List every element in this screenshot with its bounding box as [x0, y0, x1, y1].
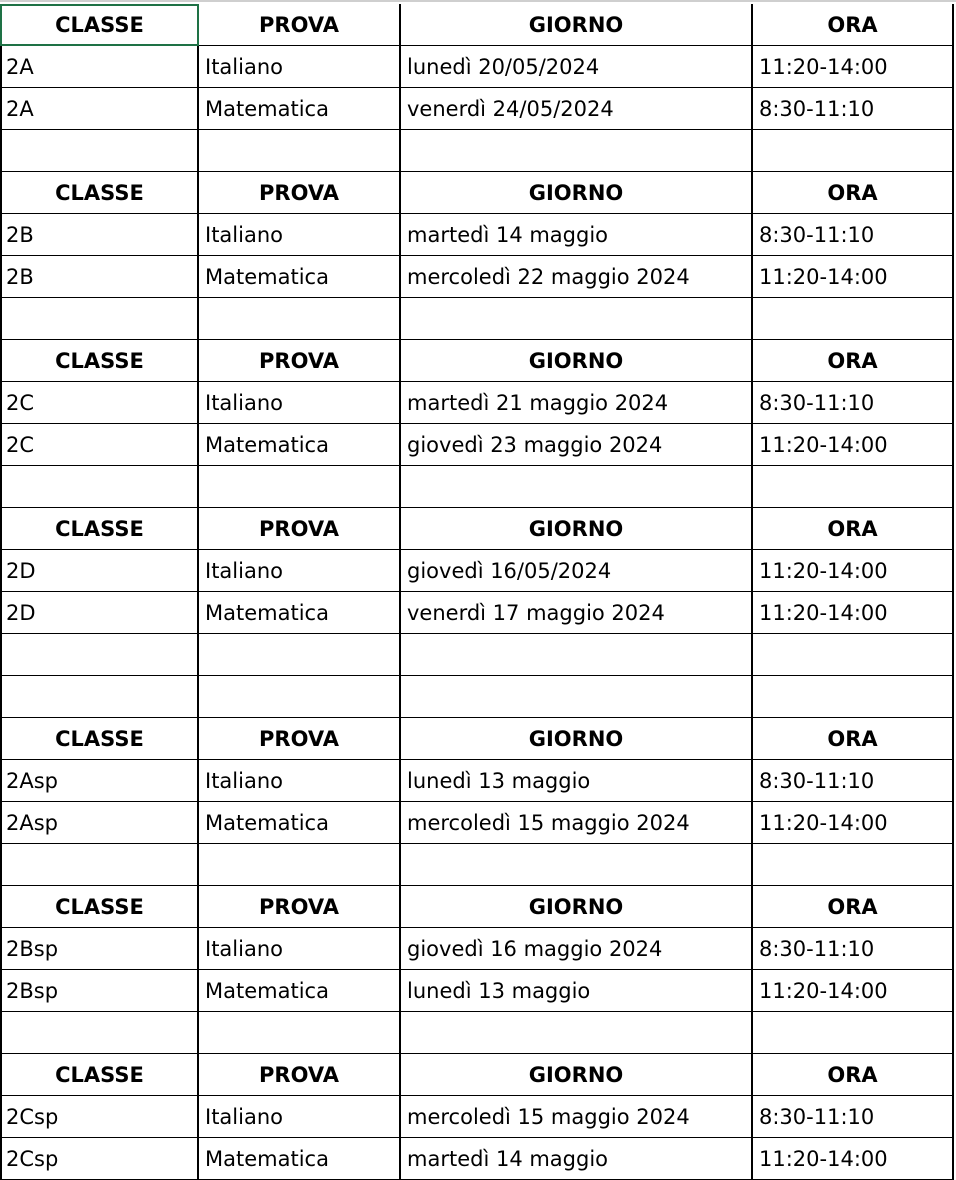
cell-classe[interactable]: 2D [0, 592, 199, 634]
table-row [0, 1096, 956, 1138]
empty-row [0, 130, 956, 172]
cell-giorno[interactable]: martedì 21 maggio 2024 [401, 382, 753, 424]
header-cell-prova[interactable]: PROVA [199, 1054, 401, 1096]
table-row [0, 1138, 956, 1180]
cell-prova[interactable]: Matematica [199, 592, 401, 634]
table-row [0, 802, 956, 844]
table-row [0, 382, 956, 424]
cell-classe[interactable]: 2C [0, 424, 199, 466]
cell-prova[interactable]: Italiano [199, 928, 401, 970]
cell-classe[interactable]: 2Bsp [0, 928, 199, 970]
empty-cell[interactable] [753, 844, 954, 886]
cell-ora[interactable]: 11:20-14:00 [753, 802, 954, 844]
cell-ora[interactable]: 8:30-11:10 [753, 760, 954, 802]
cell-prova[interactable]: Italiano [199, 760, 401, 802]
cell-ora[interactable]: 8:30-11:10 [753, 88, 954, 130]
empty-cell[interactable] [0, 676, 199, 718]
header-cell-giorno[interactable]: GIORNO [401, 1054, 753, 1096]
cell-classe[interactable]: 2Csp [0, 1138, 199, 1180]
empty-row [0, 1012, 956, 1054]
header-cell-classe[interactable]: CLASSE [0, 4, 199, 46]
table-header-row [0, 718, 956, 760]
empty-cell[interactable] [0, 298, 199, 340]
cell-prova[interactable]: Italiano [199, 1096, 401, 1138]
table-row [0, 214, 956, 256]
header-cell-ora[interactable]: ORA [753, 172, 954, 214]
header-cell-giorno[interactable]: GIORNO [401, 508, 753, 550]
table-header-row [0, 340, 956, 382]
empty-row [0, 298, 956, 340]
empty-cell[interactable] [401, 1012, 753, 1054]
cell-prova[interactable]: Italiano [199, 550, 401, 592]
empty-cell[interactable] [199, 298, 401, 340]
header-cell-prova[interactable]: PROVA [199, 718, 401, 760]
cell-giorno[interactable]: lunedì 13 maggio [401, 760, 753, 802]
table-header-row [0, 508, 956, 550]
cell-ora[interactable]: 11:20-14:00 [753, 256, 954, 298]
cell-ora[interactable]: 8:30-11:10 [753, 1096, 954, 1138]
header-cell-classe[interactable]: CLASSE [0, 340, 199, 382]
header-cell-prova[interactable]: PROVA [199, 508, 401, 550]
cell-classe[interactable]: 2D [0, 550, 199, 592]
empty-cell[interactable] [0, 466, 199, 508]
header-cell-ora[interactable]: ORA [753, 4, 954, 46]
empty-cell[interactable] [753, 466, 954, 508]
empty-cell[interactable] [0, 844, 199, 886]
cell-ora[interactable]: 8:30-11:10 [753, 382, 954, 424]
header-cell-prova[interactable]: PROVA [199, 886, 401, 928]
empty-cell[interactable] [199, 130, 401, 172]
header-cell-classe[interactable]: CLASSE [0, 172, 199, 214]
header-cell-classe[interactable]: CLASSE [0, 718, 199, 760]
cell-classe[interactable]: 2B [0, 256, 199, 298]
table-header-row [0, 886, 956, 928]
header-cell-giorno[interactable]: GIORNO [401, 340, 753, 382]
empty-cell[interactable] [0, 1012, 199, 1054]
empty-cell[interactable] [401, 844, 753, 886]
empty-row [0, 676, 956, 718]
empty-row [0, 466, 956, 508]
cell-prova[interactable]: Matematica [199, 88, 401, 130]
header-cell-prova[interactable]: PROVA [199, 4, 401, 46]
header-cell-giorno[interactable]: GIORNO [401, 886, 753, 928]
table-row [0, 88, 956, 130]
header-cell-prova[interactable]: PROVA [199, 340, 401, 382]
cell-giorno[interactable]: martedì 14 maggio [401, 214, 753, 256]
empty-cell[interactable] [0, 634, 199, 676]
header-cell-giorno[interactable]: GIORNO [401, 172, 753, 214]
cell-prova[interactable]: Italiano [199, 214, 401, 256]
header-cell-ora[interactable]: ORA [753, 886, 954, 928]
table-header-row [0, 4, 956, 46]
table-header-row [0, 1054, 956, 1096]
empty-cell[interactable] [753, 298, 954, 340]
empty-cell[interactable] [401, 298, 753, 340]
cell-prova[interactable]: Matematica [199, 802, 401, 844]
cell-giorno[interactable]: giovedì 23 maggio 2024 [401, 424, 753, 466]
table-row [0, 424, 956, 466]
cell-ora[interactable]: 11:20-14:00 [753, 46, 954, 88]
cell-classe[interactable]: 2B [0, 214, 199, 256]
cell-giorno[interactable]: giovedì 16 maggio 2024 [401, 928, 753, 970]
table-row [0, 46, 956, 88]
cell-ora[interactable]: 11:20-14:00 [753, 970, 954, 1012]
cell-classe[interactable]: 2Asp [0, 760, 199, 802]
cell-ora[interactable]: 8:30-11:10 [753, 214, 954, 256]
cell-ora[interactable]: 8:30-11:10 [753, 928, 954, 970]
cell-giorno[interactable]: mercoledì 22 maggio 2024 [401, 256, 753, 298]
table-row [0, 256, 956, 298]
cell-giorno[interactable]: venerdì 17 maggio 2024 [401, 592, 753, 634]
empty-cell[interactable] [199, 844, 401, 886]
empty-cell[interactable] [753, 130, 954, 172]
empty-row [0, 634, 956, 676]
table-row [0, 760, 956, 802]
empty-cell[interactable] [0, 130, 199, 172]
header-cell-ora[interactable]: ORA [753, 508, 954, 550]
cell-prova[interactable]: Matematica [199, 256, 401, 298]
empty-cell[interactable] [401, 466, 753, 508]
header-cell-classe[interactable]: CLASSE [0, 508, 199, 550]
empty-cell[interactable] [401, 676, 753, 718]
empty-cell[interactable] [753, 634, 954, 676]
cell-classe[interactable]: 2A [0, 46, 199, 88]
cell-classe[interactable]: 2C [0, 382, 199, 424]
cell-ora[interactable]: 11:20-14:00 [753, 550, 954, 592]
cell-giorno[interactable]: martedì 14 maggio [401, 1138, 753, 1180]
cell-classe[interactable]: 2A [0, 88, 199, 130]
cell-prova[interactable]: Italiano [199, 46, 401, 88]
header-cell-prova[interactable]: PROVA [199, 172, 401, 214]
header-cell-classe[interactable]: CLASSE [0, 886, 199, 928]
cell-ora[interactable]: 11:20-14:00 [753, 424, 954, 466]
cell-prova[interactable]: Italiano [199, 382, 401, 424]
empty-cell[interactable] [401, 130, 753, 172]
cell-giorno[interactable]: mercoledì 15 maggio 2024 [401, 1096, 753, 1138]
header-cell-giorno[interactable]: GIORNO [401, 718, 753, 760]
cell-giorno[interactable]: giovedì 16/05/2024 [401, 550, 753, 592]
cell-giorno[interactable]: lunedì 20/05/2024 [401, 46, 753, 88]
table-header-row [0, 172, 956, 214]
header-cell-ora[interactable]: ORA [753, 718, 954, 760]
table-row [0, 592, 956, 634]
cell-giorno[interactable]: lunedì 13 maggio [401, 970, 753, 1012]
empty-cell[interactable] [199, 634, 401, 676]
header-cell-ora[interactable]: ORA [753, 1054, 954, 1096]
header-cell-giorno[interactable]: GIORNO [401, 4, 753, 46]
empty-cell[interactable] [401, 634, 753, 676]
empty-cell[interactable] [199, 1012, 401, 1054]
empty-cell[interactable] [199, 676, 401, 718]
empty-row [0, 844, 956, 886]
cell-prova[interactable]: Matematica [199, 424, 401, 466]
table-row [0, 970, 956, 1012]
cell-ora[interactable]: 11:20-14:00 [753, 1138, 954, 1180]
empty-cell[interactable] [199, 466, 401, 508]
cell-prova[interactable]: Matematica [199, 970, 401, 1012]
cell-prova[interactable]: Matematica [199, 1138, 401, 1180]
cell-giorno[interactable]: venerdì 24/05/2024 [401, 88, 753, 130]
cell-ora[interactable]: 11:20-14:00 [753, 592, 954, 634]
table-row [0, 928, 956, 970]
cell-giorno[interactable]: mercoledì 15 maggio 2024 [401, 802, 753, 844]
cell-classe[interactable]: 2Bsp [0, 970, 199, 1012]
empty-cell[interactable] [753, 676, 954, 718]
empty-cell[interactable] [753, 1012, 954, 1054]
header-cell-classe[interactable]: CLASSE [0, 1054, 199, 1096]
table-row [0, 550, 956, 592]
cell-classe[interactable]: 2Csp [0, 1096, 199, 1138]
cell-classe[interactable]: 2Asp [0, 802, 199, 844]
header-cell-ora[interactable]: ORA [753, 340, 954, 382]
